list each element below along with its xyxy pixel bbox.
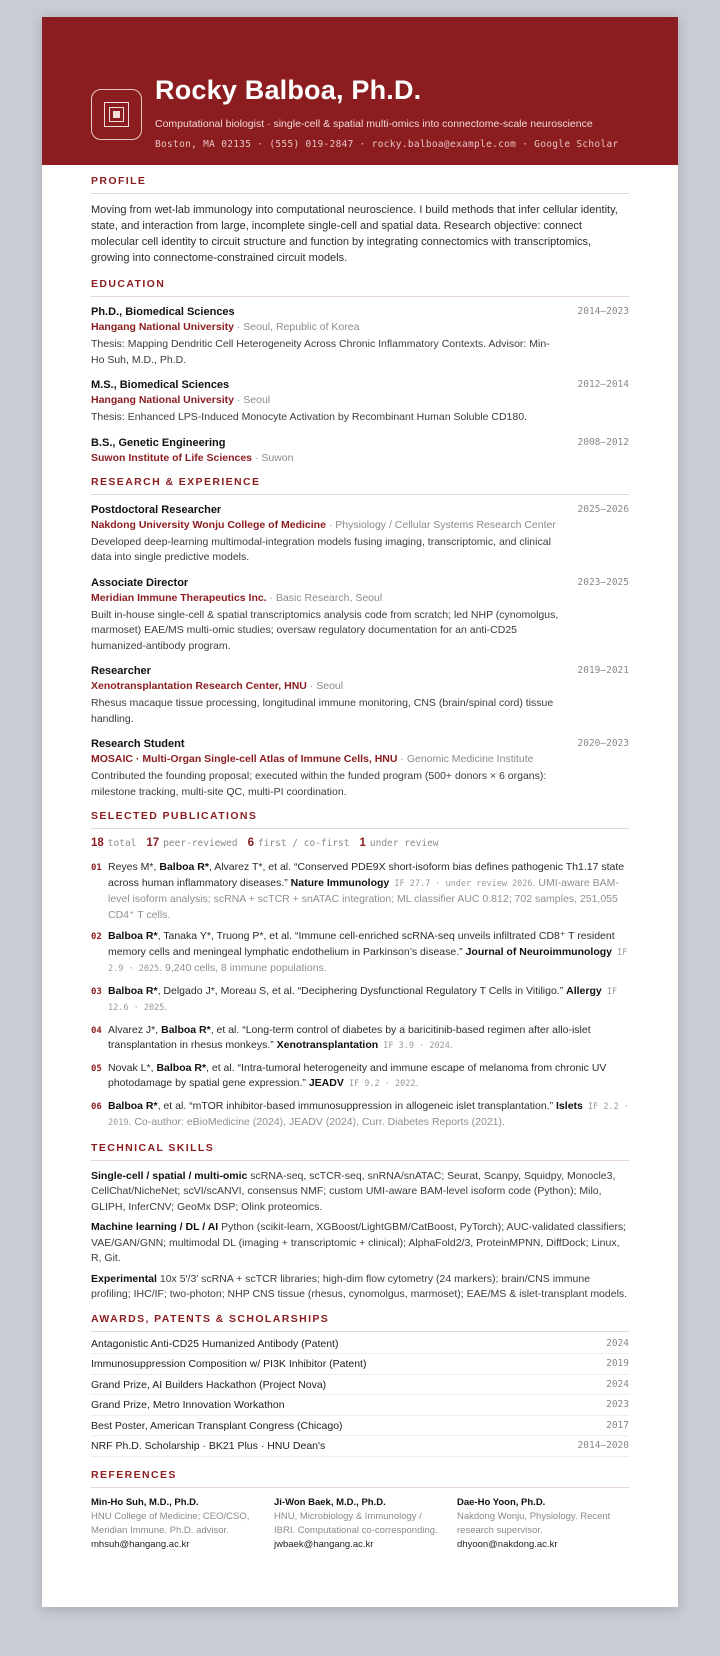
award-row (91, 1436, 629, 1457)
organization-line (91, 752, 629, 767)
organization-line (91, 591, 629, 606)
reference-email: jwbaek@hangang.ac.kr (274, 1538, 374, 1550)
award-row (91, 1354, 629, 1375)
publication-note: . (449, 1039, 453, 1051)
skill-details: Python (scikit-learn, XGBoost/LightGBM/CatBoost, PyTorch); AUC-validated classifiers; VAE/GAN/GNN; multimodal DL (imaging + transcriptomic + clinical); AlphaFold2/3, ProteinMPNN, DiffDock; Linux, R, Git. (91, 1221, 627, 1264)
stat-item (248, 838, 350, 849)
experience-entry (91, 737, 629, 800)
award-name: NRF Ph.D. Scholarship · BK21 Plus · HNU Dean's (91, 1440, 326, 1452)
role-title: Associate Director (91, 576, 189, 589)
publication-note: . Co-author: eBioMedicine (2024), JEADV (2024), Curr. Diabetes Reports (2021). (128, 1116, 505, 1128)
publication-note: . (415, 1077, 419, 1089)
monogram-logo-icon (91, 89, 142, 140)
header-banner (42, 17, 678, 165)
award-date: 2017 (606, 1419, 629, 1431)
education-entry (91, 378, 629, 426)
location: · Seoul, Republic of Korea (233, 321, 360, 333)
date-range: 2014–2023 (577, 306, 629, 317)
references-list (91, 1496, 629, 1552)
skill-category: Single-cell / spatial / multi-omic (91, 1169, 248, 1182)
tagline: Computational biologist · single-cell & spatial multi-omics into connectome-scale neuroscience (155, 118, 593, 130)
degree-title: B.S., Genetic Engineering (91, 436, 226, 449)
experience-entry (91, 576, 629, 655)
organization-name: MOSAIC · Multi-Organ Single-cell Atlas of Immune Cells, HNU (91, 753, 398, 765)
award-row (91, 1375, 629, 1396)
research-heading: RESEARCH & EXPERIENCE (91, 476, 629, 495)
education-heading: EDUCATION (91, 278, 629, 297)
degree-title: M.S., Biomedical Sciences (91, 379, 230, 391)
organization-line (91, 679, 629, 694)
skill-category: Experimental (91, 1272, 157, 1285)
education-list (91, 305, 629, 466)
publication-note: . 9,240 cells, 8 immune populations. (159, 962, 327, 974)
publication-item (91, 1061, 629, 1093)
journal-name: Islets (556, 1099, 583, 1112)
stat-item (146, 838, 237, 849)
institution-name: Hangang National University (91, 321, 234, 333)
institution-name: Suwon Institute of Life Sciences (91, 451, 253, 464)
reference-email: mhsuh@hangang.ac.kr (91, 1538, 190, 1550)
role-title: Postdoctoral Researcher (91, 503, 222, 516)
skills-list (91, 1169, 629, 1303)
author-self: Balboa R* (108, 1099, 158, 1112)
reference-affiliation: HNU College of Medicine; CEO/CSO, Meridian Immune. Ph.D. advisor. (91, 1510, 250, 1536)
award-row (91, 1416, 629, 1437)
date-range: 2019–2021 (577, 665, 629, 676)
citation-text: , et al. “Long-term control of diabetes by a baricitinib-based regimen after allo-islet transplantation in rhesus monkeys.” (108, 1023, 591, 1051)
awards-list (91, 1334, 629, 1457)
publication-number: 01 (91, 863, 102, 873)
date-range: 2025–2026 (577, 503, 629, 515)
author-self: Balboa R* (161, 1023, 211, 1036)
award-name: Antagonistic Anti-CD25 Humanized Antibody (Patent) (91, 1337, 339, 1350)
experience-description: Developed deep-learning multimodal-integration models fusing imaging, transcriptomic, and clinical data into single predictive models. (91, 535, 551, 563)
publication-item (91, 860, 629, 923)
publication-number: 05 (91, 1063, 102, 1074)
award-date: 2023 (606, 1399, 629, 1410)
department: · Physiology / Cellular Systems Research Center (325, 518, 556, 531)
experience-description: Built in-house single-cell & spatial transcriptomics analysis code from scratch; led NHP (cynomolgus, marmoset) EAE/MS multi-omic studies; oversaw regulatory documentation for an anti-CD25 humanized-antibody program. (91, 608, 559, 652)
publication-stats (91, 837, 629, 849)
candidate-name: Rocky Balboa, Ph.D. (155, 75, 422, 105)
skill-category: Machine learning / DL / AI (91, 1221, 219, 1233)
award-name: Grand Prize, AI Builders Hackathon (Project Nova) (91, 1378, 327, 1391)
stat-number: 6 (247, 837, 254, 849)
publication-item (91, 929, 629, 978)
department: · Genomic Medicine Institute (397, 753, 534, 765)
impact-factor: IF 27.7 · under review 2026 (389, 878, 533, 889)
institution-name: Hangang National University (91, 394, 234, 406)
publication-number: 03 (91, 986, 102, 997)
stat-number: 1 (359, 837, 366, 849)
author-self: Balboa R* (156, 1061, 207, 1074)
publication-item (91, 1099, 629, 1132)
awards-heading: AWARDS, PATENTS & SCHOLARSHIPS (91, 1313, 629, 1332)
department: · Basic Research, Seoul (266, 591, 383, 604)
experience-description: Contributed the founding proposal; executed within the funded program (500+ donors × 6 organs): milestone tracking, multi-site QC, multi-PI coordination. (91, 770, 547, 798)
organization-name: Meridian Immune Therapeutics Inc. (91, 591, 267, 604)
organization-line (91, 518, 629, 533)
skill-group (91, 1220, 629, 1267)
skill-group (91, 1169, 629, 1216)
stat-number: 17 (146, 837, 160, 849)
publication-number: 04 (91, 1025, 102, 1036)
author-self: Balboa R* (108, 984, 158, 997)
date-range: 2012–2014 (577, 379, 629, 390)
impact-factor: IF 12.6 · 2025 (108, 986, 618, 1013)
institution-line (91, 451, 629, 466)
award-name: Grand Prize, Metro Innovation Workathon (91, 1399, 285, 1411)
stat-label: first / co-first (257, 838, 350, 849)
impact-factor: IF 3.9 · 2024 (378, 1041, 450, 1051)
reference-affiliation: Nakdong Wonju, Physiology. Recent research supervisor. (457, 1510, 611, 1536)
skill-details: scRNA-seq, scTCR-seq, snRNA/snATAC; Seurat, Scanpy, Squidpy, Monocle3, CellChat/NicheNet; scVI/scANVI, consensus NMF; custom UMI-aware BAM-level isoform code (Python); Milo, GLIPH, InferCNV; GeoMx DSP; Olink proteomics. (91, 1169, 616, 1213)
skill-group (91, 1272, 629, 1303)
profile-heading: PROFILE (91, 175, 629, 194)
organization-name: Xenotransplantation Research Center, HNU (91, 680, 307, 692)
stat-label: peer-reviewed (163, 838, 238, 849)
stat-number: 18 (91, 837, 104, 849)
role-title: Research Student (91, 738, 185, 750)
journal-name: Allergy (566, 984, 602, 997)
location: · Seoul (233, 394, 271, 406)
resume-content (91, 175, 629, 1552)
impact-factor: IF 9.2 · 2022 (343, 1079, 416, 1089)
publications-heading: SELECTED PUBLICATIONS (91, 810, 629, 829)
impact-factor: IF 2.9 · 2025 (108, 947, 628, 974)
publication-note: . UMI-aware BAM-level isoform analysis; scRNA + scTCR + snATAC integration; ML classifier AUC 0.812; 702 samples, 251,055 CD4⁺ T cells. (108, 876, 619, 921)
stat-label: total (107, 838, 137, 849)
contact-line: Boston, MA 02135 · (555) 019-2847 · rocky.balboa@example.com · Google Scholar (155, 139, 619, 150)
reference-email: dhyoon@nakdong.ac.kr (457, 1538, 558, 1550)
role-title: Researcher (91, 665, 151, 677)
citation-text: , et al. “mTOR inhibitor-based immunosuppression in allogeneic islet transplantation.” (157, 1099, 557, 1112)
department: · Seoul (306, 680, 344, 692)
author-self: Balboa R* (108, 930, 158, 942)
experience-entry (91, 503, 629, 566)
institution-line (91, 393, 629, 408)
stat-item (359, 838, 438, 849)
reference-name: Dae-Ho Yoon, Ph.D. (457, 1496, 546, 1508)
journal-name: Journal of Neuroimmunology (465, 945, 612, 958)
authors-before: Novak L*, (108, 1061, 157, 1074)
thesis-text: Thesis: Enhanced LPS-Induced Monocyte Activation by Recombinant Human Soluble CD180. (91, 411, 527, 423)
journal-name: Nature Immunology (290, 876, 390, 889)
citation-text: , Tanaka Y*, Truong P*, et al. “Immune cell-enriched scRNA-seq unveils infiltrated CD8⁺ T resident memory cells and meningeal lymphatic endothelium in Parkinson’s disease.” (108, 930, 615, 958)
date-range: 2023–2025 (577, 576, 629, 588)
award-date: 2024 (606, 1378, 629, 1390)
citation-text: , Delgado J*, Moreau S, et al. “Deciphering Dysfunctional Regulatory T Cells in Vitiligo.” (157, 984, 567, 997)
experience-entry (91, 664, 629, 727)
education-entry (91, 436, 629, 466)
award-name: Immunosuppression Composition w/ PI3K Inhibitor (Patent) (91, 1358, 367, 1370)
award-date: 2019 (606, 1358, 629, 1369)
degree-title: Ph.D., Biomedical Sciences (91, 306, 235, 318)
reference-card (91, 1496, 260, 1552)
publication-number: 06 (91, 1101, 102, 1112)
research-list (91, 503, 629, 801)
reference-name: Ji-Won Baek, M.D., Ph.D. (274, 1496, 386, 1508)
skill-details: 10x 5′/3′ scRNA + scTCR libraries; high-dim flow cytometry (24 markers); brain/CNS immune profiling; IHC/IF; two-photon; NHP CNS tissue (rhesus, cynomolgus, marmoset); EAE/MS & islet-transplant models. (91, 1272, 628, 1300)
references-heading: REFERENCES (91, 1469, 629, 1488)
reference-name: Min-Ho Suh, M.D., Ph.D. (91, 1496, 199, 1508)
location: · Suwon (252, 451, 294, 464)
author-self: Balboa R* (159, 861, 209, 873)
publication-note: . (164, 1001, 168, 1013)
date-range: 2008–2012 (577, 436, 629, 448)
journal-name: JEADV (308, 1077, 344, 1089)
authors-before: Reyes M*, (108, 861, 160, 873)
organization-name: Nakdong University Wonju College of Medicine (91, 518, 326, 531)
award-row (91, 1395, 629, 1416)
resume-page (42, 17, 678, 1607)
award-row (91, 1334, 629, 1355)
thesis-text: Thesis: Mapping Dendritic Cell Heterogeneity Across Chronic Inflammatory Contexts. Advisor: Min-Ho Suh, M.D., Ph.D. (91, 338, 550, 366)
date-range: 2020–2023 (577, 738, 629, 749)
publication-list (91, 860, 629, 1132)
award-name: Best Poster, American Transplant Congress (Chicago) (91, 1419, 343, 1432)
experience-description: Rhesus macaque tissue processing, longitudinal immune monitoring, CNS (brain/spinal cord) tissue handling. (91, 697, 554, 725)
award-date: 2024 (606, 1337, 629, 1349)
institution-line (91, 320, 629, 335)
stat-label: under review (369, 838, 439, 849)
stat-item (91, 838, 136, 849)
education-entry (91, 305, 629, 368)
publication-item (91, 1023, 629, 1055)
reference-card (457, 1496, 626, 1552)
citation-text: , et al. “Intra-tumoral heterogeneity and immune escape of melanoma from chronic UV photodamage by spatial gene expression.” (108, 1061, 607, 1089)
citation-text: , Alvarez T*, et al. “Conserved PDE9X short-isoform bias defines pathogenic Th1.17 state across human inflammatory diseases.” (108, 861, 625, 889)
impact-factor: IF 2.2 · 2019 (108, 1101, 629, 1128)
award-date: 2014–2020 (577, 1440, 629, 1451)
profile-text: Moving from wet-lab immunology into computational neuroscience. I build methods that infer cellular identity, state, and interaction from large, incomplete single-cell and spatial data. Research objective: connect molecular cell identity to circuit structure and function by integrating connectomics with transcriptomics, growing into connectome-constrained circuit models. (91, 204, 618, 264)
reference-card (274, 1496, 443, 1552)
reference-affiliation: HNU, Microbiology & Immunology / IBRI. Computational co-corresponding. (274, 1510, 438, 1536)
publication-item (91, 984, 629, 1017)
skills-heading: TECHNICAL SKILLS (91, 1142, 629, 1161)
publication-number: 02 (91, 932, 102, 942)
authors-before: Alvarez J*, (108, 1023, 162, 1036)
journal-name: Xenotransplantation (276, 1039, 379, 1051)
